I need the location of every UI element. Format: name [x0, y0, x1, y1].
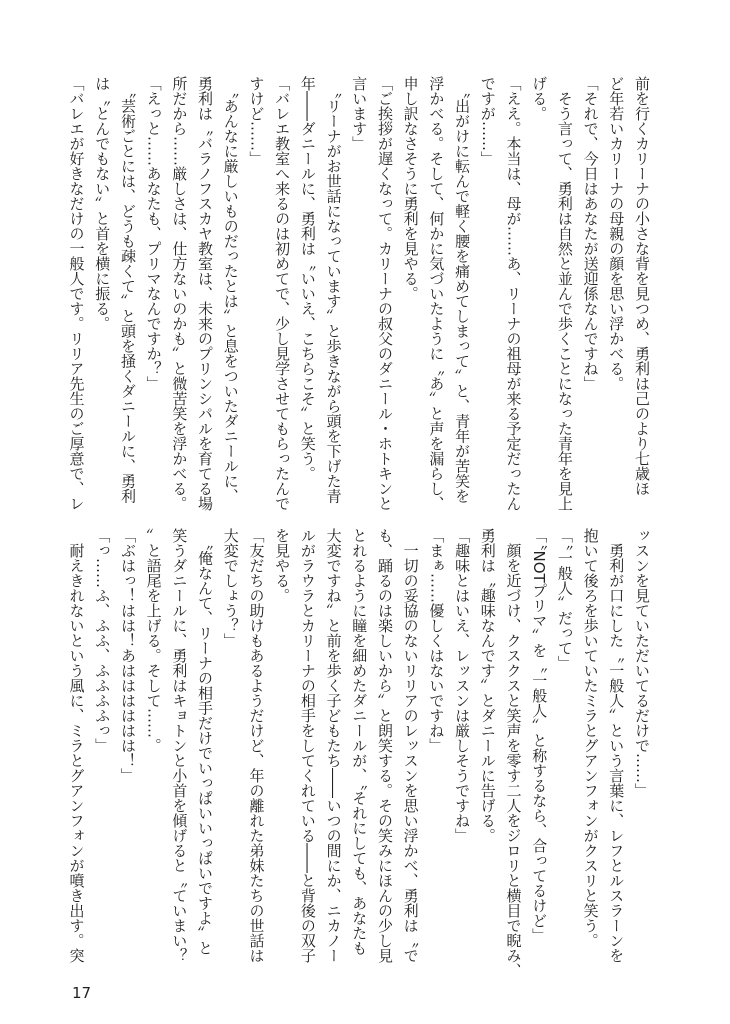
- text-line: ど年若いカリーナの母親の顔を思い浮かべる。: [607, 76, 626, 391]
- text-line: を見やる。: [273, 528, 292, 603]
- text-line: 「〝NOTプリマ〟を〝一般人〟と称するなら、合ってるけど」: [530, 528, 549, 943]
- text-line: げる。: [530, 76, 549, 121]
- text-line: 勇利は〝趣味なんです〟とダニールに告げる。: [478, 528, 497, 843]
- text-line: 「えっと……あなたも、プリマなんですか？」: [144, 76, 163, 391]
- text-line: 大変ですね〟と前を歩く子どもたち――いつの間にか、ニカノー: [324, 528, 343, 963]
- text-line: 「バレエが好きなだけの一般人です。リリア先生のご厚意で、レ: [67, 76, 86, 511]
- text-line: 「っ……ふ、ふふ、ふふふふっ」: [93, 528, 112, 753]
- page-number: 17: [72, 984, 92, 1002]
- text-line: 一切の妥協のないリリアのレッスンを思い浮かべ、勇利は〝で: [401, 528, 420, 963]
- text-line: 〝あんなに厳しいものだったとは〟と息をついたダニールに、: [221, 76, 240, 504]
- text-line: 「ぶはっ！はは！あはははははは！」: [118, 528, 137, 783]
- text-line: 前を行くカリーナの小さな背を見つめ、勇利は己のより七歳ほ: [633, 76, 651, 496]
- text-line: 「それで、今日はあなたが送迎係なんですね」: [581, 76, 600, 391]
- text-line: 〝リーナがお世話になっています〟と歩きながら頭を下げた青: [324, 76, 343, 504]
- text-line: 「ええ。本当は、母が……あ、リーナの祖母が来る予定だったん: [504, 76, 523, 511]
- text-line: 「まぁ……優しくはないですね」: [427, 528, 446, 753]
- text-line: 浮かべる。そして、何かに気づいたように〝あ〟と声を漏らし、: [427, 76, 446, 511]
- text-line: 勇利が口にした〝一般人〟という言葉に、レフとルスラーンを: [607, 528, 626, 963]
- text-line: とれるように瞳を細めたダニールが、〝それにしても、あなたも: [350, 528, 369, 956]
- text-line: 〝俺なんて、リーナの相手だけでいっぱいいっぱいですよ〟と: [196, 528, 215, 956]
- text-line: 申し訳なさそうに勇利を見やる。: [401, 76, 420, 301]
- text-line: 年――ダニールに、勇利は〝いいえ、こちらこそ〟と笑う。: [298, 76, 317, 481]
- text-block-lower: [62, 528, 654, 978]
- text-line: 大変でしょう？」: [221, 528, 240, 648]
- text-line: 「友だちの助けもあるようだけど、年の離れた弟妹たちの世話は: [247, 528, 266, 963]
- text-line: は〝とんでもない〟と首を横に振る。: [93, 76, 112, 331]
- text-line: 勇利は〝バラノフスカヤ教室は、未来のプリンシパルを育てる場: [196, 76, 215, 511]
- text-line: すけど……」: [247, 76, 266, 166]
- text-line: 顔を近づけ、クスクスと笑声を零す二人をジロリと横目で睨み、: [504, 528, 523, 978]
- text-line: 〝出がけに転んで軽く腰を痛めてしまって〟と、青年が苦笑を: [453, 76, 472, 504]
- text-line: 〟と語尾を上げる。そして……。: [144, 528, 163, 753]
- text-line: 所だから……厳しさは、仕方ないのかも〟と微苦笑を浮かべる。: [170, 76, 189, 511]
- text-line: 耐えきれないという風に、ミラとグアンフォンが噴き出す。突: [67, 528, 86, 963]
- text-line: ですが……」: [478, 76, 497, 166]
- text-line: 「ご挨拶が遅くなって。カリーナの叔父のダニール・ホトキンと: [375, 76, 394, 511]
- text-line: そう言って、勇利は自然と並んで歩くことになった青年を見上: [555, 76, 574, 511]
- text-line: ルがラウラとカリーナの相手をしてくれている――と背後の双子: [298, 528, 317, 963]
- text-line: 抱いて後ろを歩いていたミラとグアンフォンがクスリと笑う。: [581, 528, 600, 948]
- text-line: 言います」: [350, 76, 369, 151]
- text-line: 〝芸術ごとには、どうも疎くて〟と頭を掻くダニールに、勇利: [118, 76, 137, 504]
- text-block-upper: [62, 76, 654, 516]
- text-line: も、踊るのは楽しいから〟と朗笑する。その笑みにほんの少し見: [375, 528, 394, 963]
- text-line: 「バレエ教室へ来るのは初めてで、少し見学させてもらったんで: [273, 76, 292, 511]
- text-line: 「〝一般人〟だって」: [555, 528, 574, 671]
- text-line: 笑うダニールに、勇利はキョトンと小首を傾げると〝ていまい？: [170, 528, 189, 963]
- text-line: ッスンを見ていただいてるだけで……」: [633, 528, 651, 798]
- text-line: 「趣味とはいえ、レッスンは厳しそうですね」: [453, 528, 472, 843]
